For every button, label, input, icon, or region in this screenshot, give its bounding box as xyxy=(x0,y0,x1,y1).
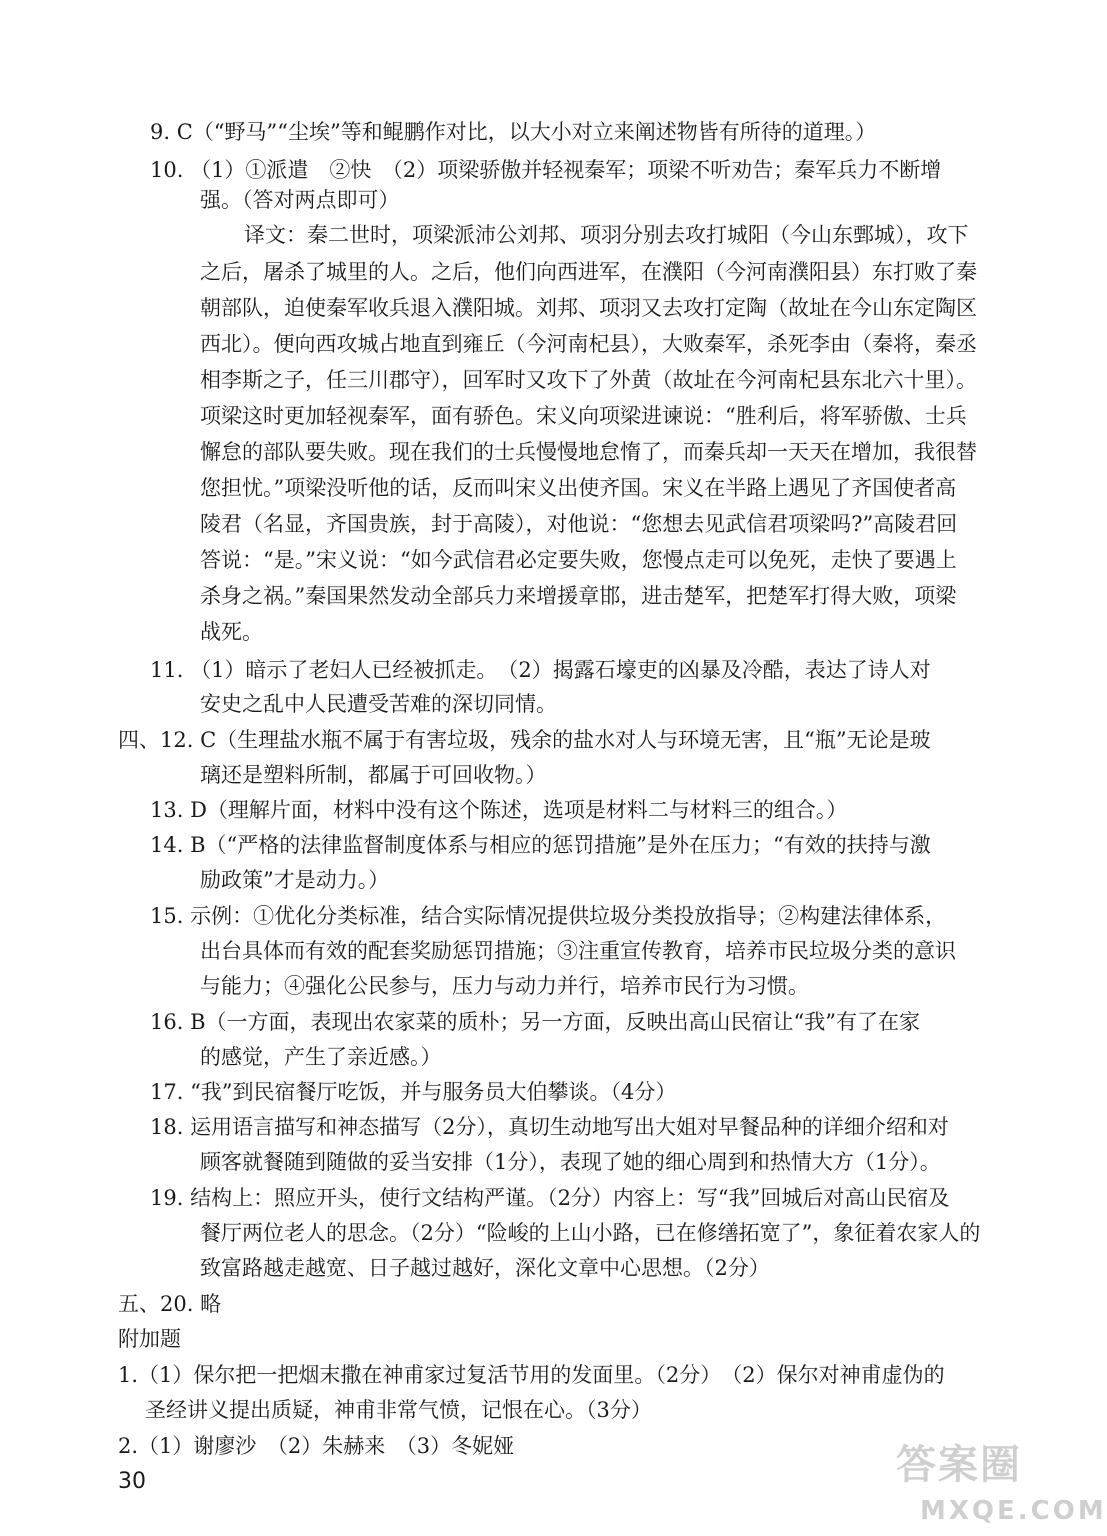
text-line: 懈怠的部队要失败。现在我们的士兵慢慢地怠惰了，而秦兵却一天天在增加，我很替 xyxy=(200,440,977,464)
text-line: 9. C（“野马”“尘埃”等和鲲鹏作对比，以大小对立来阐述物皆有所待的道理。） xyxy=(150,120,877,144)
text-line: 19. 结构上：照应开头，使行文结构严谨。（2分）内容上：写“我”回城后对高山民宿及 xyxy=(150,1186,950,1210)
text-line: 陵君（名显，齐国贵族，封于高陵），对他说：“您想去见武信君项梁吗?”高陵君回 xyxy=(200,512,958,536)
text-line: 安史之乱中人民遭受苦难的深切同情。 xyxy=(200,692,557,716)
text-line: 圣经讲义提出质疑，神甫非常气愤，记恨在心。（3分） xyxy=(145,1398,652,1422)
text-line: 出台具体而有效的配套奖励惩罚措施；③注重宣传教育，培养市民垃圾分类的意识 xyxy=(200,939,956,963)
text-line: 杀身之祸。”秦国果然发动全部兵力来增援章邯，进击楚军，把楚军打得大败，项梁 xyxy=(200,584,957,608)
watermark-top-text: 答案圈 xyxy=(896,1442,1022,1488)
text-line: 您担忧。”项梁没听他的话，反而叫宋义出使齐国。宋义在半路上遇见了齐国使者高 xyxy=(200,476,957,500)
watermark-bottom-text: MXQE.COM xyxy=(920,1496,1107,1526)
text-line: 答说：“是。”宋义说：“如今武信君必定要失败，您慢点走可以免死，走快了要遇上 xyxy=(200,548,957,572)
text-line: 朝部队，迫使秦军收兵退入濮阳城。刘邦、项羽又去攻打定陶（故址在今山东定陶区 xyxy=(200,296,977,320)
text-line: 顾客就餐随到随做的妥当安排（1分），表现了她的细心周到和热情大方（1分）。 xyxy=(200,1150,941,1174)
text-line: 2.（1）谢廖沙 （2）朱赫来 （3）冬妮娅 xyxy=(118,1434,515,1458)
text-line: 14. B（“严格的法律监督制度体系与相应的惩罚措施”是外在压力；“有效的扶持与激 xyxy=(150,833,931,857)
text-line: 10. （1）①派遣 ②快 （2）项梁骄傲并轻视秦军；项梁不听劝告；秦军兵力不断增 xyxy=(150,158,942,182)
text-line: 附加题 xyxy=(118,1327,181,1351)
text-line: 五、20. 略 xyxy=(118,1292,222,1316)
text-line: 15. 示例：①优化分类标准，结合实际情况提供垃圾分类投放指导；②构建法律体系， xyxy=(150,904,947,928)
text-line: 16. B（一方面，表现出农家菜的质朴；另一方面，反映出高山民宿让“我”有了在家 xyxy=(150,1010,920,1034)
text-line: 四、12. C（生理盐水瓶不属于有害垃圾，残余的盐水对人与环境无害，且“瓶”无论是玻 xyxy=(118,728,931,752)
text-line: 1.（1）保尔把一把烟末撒在神甫家过复活节用的发面里。（2分） （2）保尔对神甫虚伪的 xyxy=(118,1363,945,1387)
text-line: 的感觉，产生了亲近感。） xyxy=(200,1045,442,1069)
watermark-logo xyxy=(890,1442,1107,1532)
text-line: 项梁这时更加轻视秦军，面有骄色。宋义向项梁进谏说：“胜利后，将军骄傲、士兵 xyxy=(200,404,967,428)
text-line: 之后，屠杀了城里的人。之后，他们向西进军，在濮阳（今河南濮阳县）东打败了秦 xyxy=(200,260,977,284)
text-line: 与能力；④强化公民参与，压力与动力并行，培养市民行为习惯。 xyxy=(200,974,809,998)
text-line: 致富路越走越宽、日子越过越好，深化文章中心思想。（2分） xyxy=(200,1256,770,1280)
text-line: 11. （1）暗示了老妇人已经被抓走。 （2）揭露石壕吏的凶暴及冷酷，表达了诗人对 xyxy=(150,658,931,682)
text-line: 13. D（理解片面，材料中没有这个陈述，选项是材料二与材料三的组合。） xyxy=(150,798,848,822)
text-line: 强。（答对两点即可） xyxy=(200,188,400,212)
text-line: 西北）。便向西攻城占地直到雍丘（今河南杞县），大败秦军，杀死李由（秦将，秦丞 xyxy=(200,332,977,356)
text-line: 相李斯之子，任三川郡守），回军时又攻下了外黄（故址在今河南杞县东北六十里）。 xyxy=(200,368,977,392)
text-line: 战死。 xyxy=(200,620,263,644)
text-line: 18. 运用语言描写和神态描写（2分），真切生动地写出大姐对早餐品种的详细介绍和对 xyxy=(150,1115,949,1139)
page-number: 30 xyxy=(118,1469,146,1494)
text-line: 17. “我”到民宿餐厅吃饭，并与服务员大伯攀谈。（4分） xyxy=(150,1080,677,1104)
text-line: 餐厅两位老人的思念。（2分）“险峻的上山小路，已在修缮拓宽了”，象征着农家人的 xyxy=(200,1221,981,1245)
text-line: 译文：秦二世时，项梁派沛公刘邦、项羽分别去攻打城阳（今山东鄄城），攻下 xyxy=(244,223,969,247)
text-line: 励政策”才是动力。） xyxy=(200,868,390,892)
text-line: 璃还是塑料所制，都属于可回收物。） xyxy=(200,763,547,787)
